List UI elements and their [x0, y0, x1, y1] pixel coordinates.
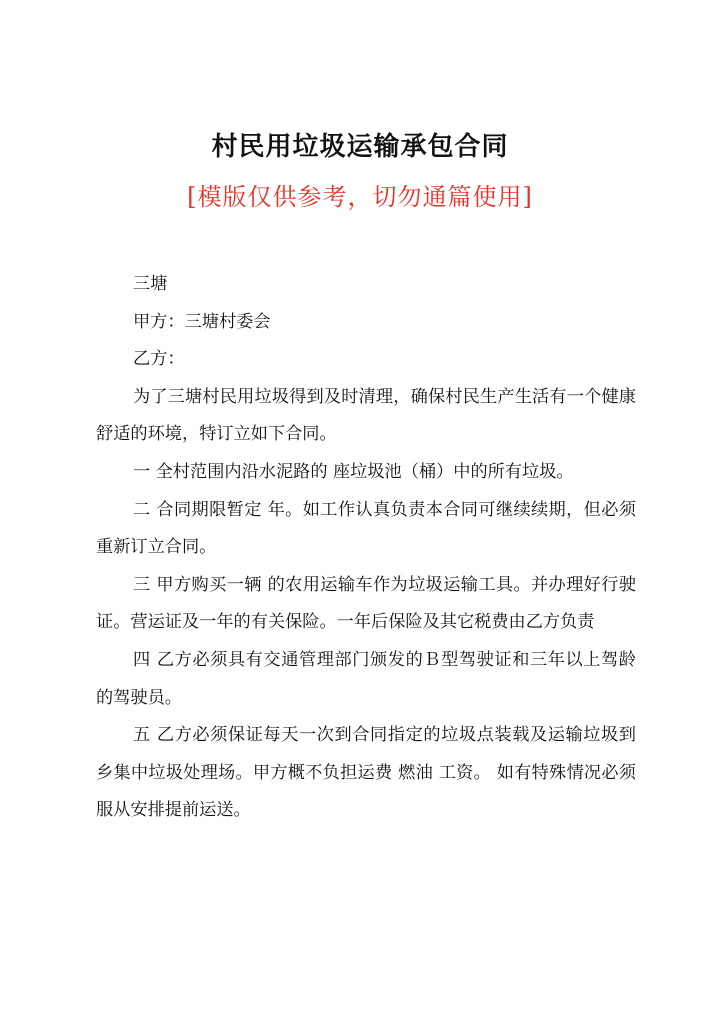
party-a-line: 甲方：三塘村委会	[133, 311, 271, 332]
clause-2: 二 合同期限暂定 年。如工作认真负责本合同可继续续期，但必须重新订立合同。	[96, 499, 636, 558]
contract-body	[96, 266, 636, 830]
place-line: 三塘	[133, 274, 168, 294]
clause-1: 一 全村范围内沿水泥路的 座垃圾池（桶）中的所有垃圾。	[133, 461, 574, 482]
clause-5: 五 乙方必须保证每天一次到合同指定的垃圾点装载及运输垃圾到乡集中垃圾处理场。甲方概不负担运费 燃油 工资。 如有特殊情况必须服从安排提前运送。	[96, 725, 636, 821]
party-b-line: 乙方：	[133, 349, 185, 370]
preamble-paragraph: 为了三塘村民用垃圾得到及时清理，确保村民生产生活有一个健康舒适的环境，特订立如下合同。	[96, 386, 636, 445]
clause-4: 四 乙方必须具有交通管理部门颁发的Ｂ型驾驶证和三年以上驾龄的驾驶员。	[96, 649, 636, 708]
clause-3: 三 甲方购买一辆 的农用运输车作为垃圾运输工具。并办理好行驶证。营运证及一年的有关保险。一年后保险及其它税费由乙方负责	[96, 574, 636, 633]
template-disclaimer: [模版仅供参考，切勿通篇使用]	[187, 183, 533, 211]
document-title: 村民用垃圾运输承包合同	[211, 132, 509, 162]
